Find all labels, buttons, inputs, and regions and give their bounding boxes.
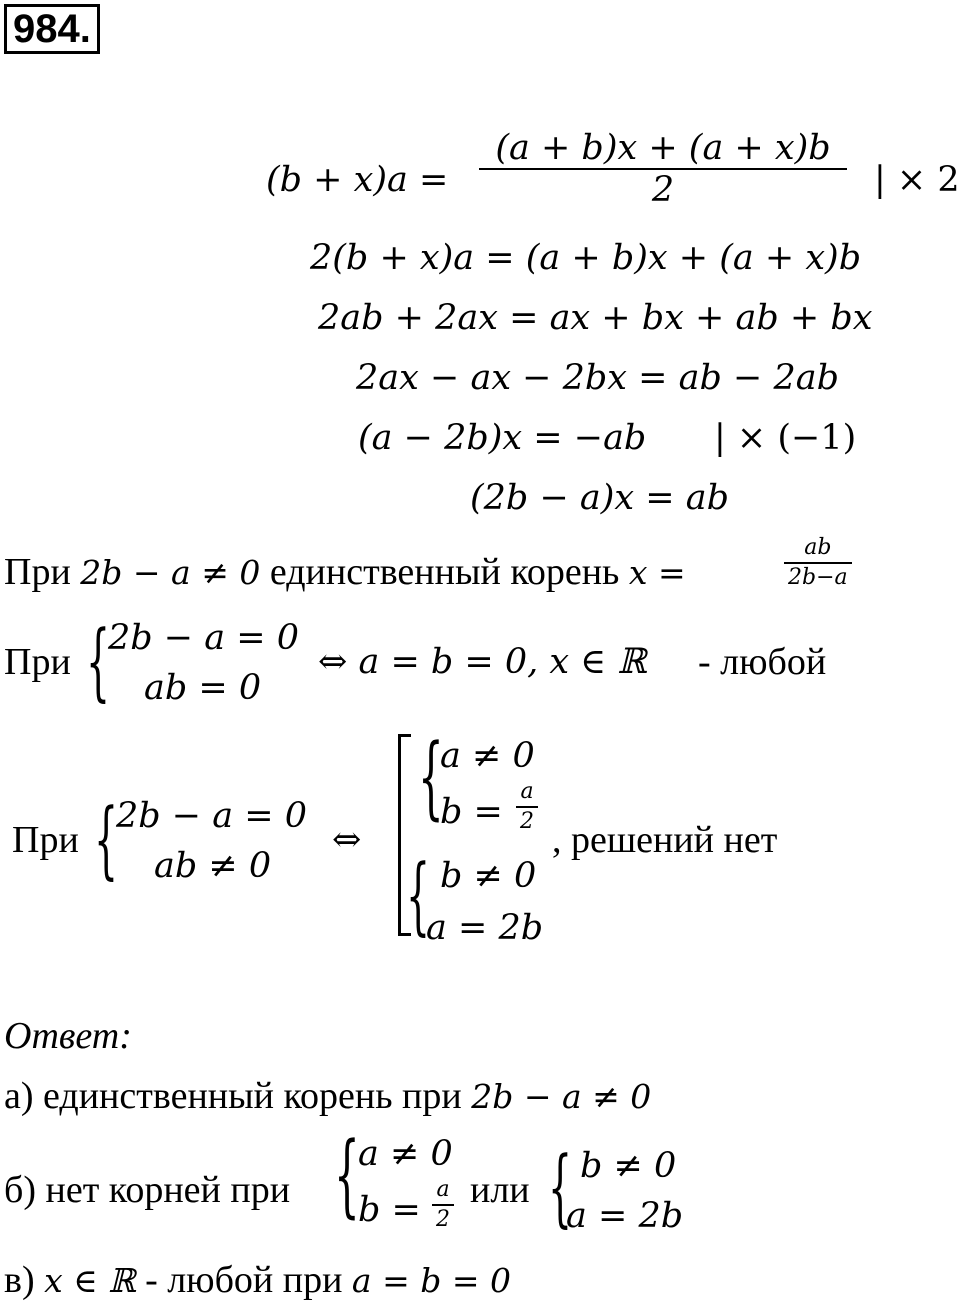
case3-sub2-brace: { bbox=[406, 846, 431, 944]
answer-b-sys2-line1: b ≠ 0 bbox=[580, 1146, 677, 1186]
case1-frac-denominator: 2b−a bbox=[784, 562, 852, 592]
case1-frac-numerator: ab bbox=[804, 535, 832, 560]
answer-c-condition: a = b = 0 bbox=[351, 1261, 511, 1300]
case2-suffix: - любой bbox=[698, 641, 827, 683]
answer-b-or: или bbox=[470, 1169, 530, 1211]
case3-sys-line2: ab ≠ 0 bbox=[154, 846, 272, 886]
derivation-line2: 2(b + x)a = (a + b)x + (a + x)b bbox=[310, 238, 862, 278]
answer-label: Ответ: bbox=[4, 1015, 132, 1057]
case3-equivalence: ⇔ bbox=[332, 820, 362, 860]
case3-suffix: , решений нет bbox=[552, 819, 778, 861]
problem-number: 984. bbox=[4, 4, 100, 54]
case3-sub1-fraction bbox=[516, 778, 538, 836]
case3-sub1-frac-numerator: a bbox=[520, 779, 534, 804]
case3-prefix: При bbox=[12, 819, 79, 861]
case1-prefix: При bbox=[4, 551, 71, 593]
case3-sub2-line2: a = 2b bbox=[426, 908, 544, 948]
case2-result: ⇔ a = b = 0, x ∈ ℝ bbox=[318, 642, 647, 682]
answer-b-text: б) нет корней при bbox=[4, 1169, 291, 1211]
derivation-line1-fraction bbox=[478, 128, 848, 210]
derivation-line3: 2ab + 2ax = ax + bx + ab + bx bbox=[318, 298, 873, 338]
derivation-line1-numerator: (a + b)x + (a + x)b bbox=[495, 128, 831, 168]
answer-b-sys2-line2: a = 2b bbox=[566, 1196, 684, 1236]
answer-b-sys1-line2-lhs: b = bbox=[358, 1190, 421, 1230]
derivation-line5-multiplier: | × (−1) bbox=[714, 418, 857, 458]
case1-text: единственный корень bbox=[269, 551, 620, 593]
answer-b-sys1-frac-numerator: a bbox=[436, 1177, 450, 1202]
case2-brace: { bbox=[86, 612, 111, 710]
answer-a-text: а) единственный корень при bbox=[4, 1075, 462, 1117]
case2-prefix: При bbox=[4, 641, 71, 683]
case3-sub1-brace: { bbox=[418, 725, 444, 830]
case2-sys-line1: 2b − a = 0 bbox=[108, 618, 299, 658]
answer-b-sys1-brace: { bbox=[334, 1123, 360, 1228]
derivation-line1-multiplier: | × 2 bbox=[874, 160, 960, 200]
derivation-line1-denominator: 2 bbox=[479, 168, 847, 210]
answer-b-sys1-fraction bbox=[432, 1176, 454, 1234]
answer-c-math: x ∈ ℝ bbox=[44, 1261, 136, 1300]
answer-c bbox=[4, 1258, 511, 1303]
case3-sub1-frac-denominator: 2 bbox=[516, 806, 538, 836]
derivation-line4: 2ax − ax − 2bx = ab − 2ab bbox=[356, 358, 840, 398]
answer-c-mid: - любой при bbox=[145, 1259, 343, 1301]
case3-sys-line1: 2b − a = 0 bbox=[116, 796, 307, 836]
answer-b-sys1-frac-denominator: 2 bbox=[432, 1204, 454, 1234]
case3-sub1-line1: a ≠ 0 bbox=[440, 736, 535, 776]
case2-sys-line2: ab = 0 bbox=[144, 668, 262, 708]
case1-line bbox=[4, 550, 686, 595]
answer-a-condition: 2b − a ≠ 0 bbox=[471, 1077, 652, 1116]
case1-fraction bbox=[784, 534, 852, 592]
answer-b-sys1-line1: a ≠ 0 bbox=[358, 1134, 453, 1174]
case1-x-equals: x = bbox=[628, 553, 686, 592]
derivation-line6: (2b − a)x = ab bbox=[470, 478, 730, 518]
answer-c-text: в) bbox=[4, 1259, 35, 1301]
case3-sub2-line1: b ≠ 0 bbox=[440, 856, 537, 896]
derivation-line1-lhs: (b + x)a = bbox=[266, 160, 449, 200]
answer-b-sys2-brace: { bbox=[548, 1138, 573, 1236]
answer-a bbox=[4, 1074, 651, 1119]
derivation-line5: (a − 2b)x = −ab bbox=[358, 418, 647, 458]
case3-sub1-line2-lhs: b = bbox=[440, 792, 503, 832]
case3-brace: { bbox=[94, 790, 119, 888]
case1-condition: 2b − a ≠ 0 bbox=[80, 553, 261, 592]
